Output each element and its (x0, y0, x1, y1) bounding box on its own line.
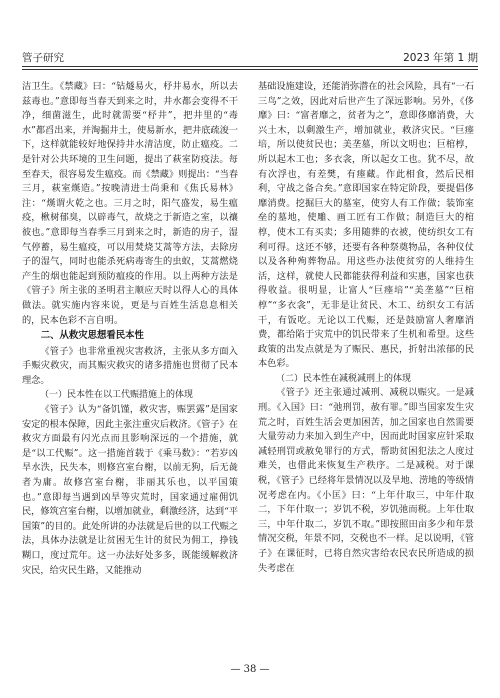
header-rule-thin (22, 69, 478, 70)
running-header (22, 50, 478, 66)
right-column (258, 80, 474, 660)
paragraph: 洁卫生。《禁藏》曰：“钻燧易火，杼井易水，所以去兹毒也。”意即每当春天到来之时，井水都会变得不干净，细菌滋生，此时就需要“杼井”，把井里的“毒水”都舀出来，并淘掘井土，使易新水，把井底疏浚一下，这样就能较好地保持井水清洁度，防止瘟疫。二是针对公共环境的卫生问题，提出了萩室防疫法。每至春天，很容易发生瘟疫。而《禁藏》则提出：“当春三月，萩室熯造。”按晚清进士尚秉和《焦氏易林》注：“熯谓火乾之也。三月之时，阳气盛发，易生瘟疫，楸树郁臭，以辟毒气，故烧之于新造之室，以禳彼也。”意即每当春季三月到来之时，新造的房子，湿气停蓄，易生瘟疫，可以用焚烧艾蒿等方法，去除房子的湿气，同时也能杀死病毒寄生的虫蚁，艾蒿燃烧产生的烟也能起到预防瘟疫的作用。以上两种方法是《管子》所主张的圣明君主顺应天时以得人心的具体做法。就实施内容来说，更是与百姓生活息息相关的，民本色彩不言自明。 (22, 81, 238, 326)
paragraph: 基础设施建设，还能消弥潜在的社会风险，具有“一石三鸟”之效，因此对后世产生了深远影响。另外，《侈靡》曰：“富者靡之，贫者为之”，意即侈靡消费，大兴土木，以剩激生产，增加就业，救济灾民。“巨瘗培，所以使贫民也；美垄墓，所以文明也；巨棺椁，所以起木工也；多衣衾，所以起女工也。犹不尽，故有次浮也，有差樊，有瘗藏。作此相食，然后民相利，守战之备合矣。”意即国家在特定阶段，要提倡侈靡消费。挖掘巨大的墓室，使穷人有工作做；装饰室垒的墓地，使雕、画工匠有工作做；制造巨大的棺椁，使木工有买卖；多用随葬的衣被，使纺织女工有利可得。这还不够，还要有各种祭奠物品，各种仪仗以及各种殉葬物品。用这些办法使贫穷的人维持生活，这样，就使人民都能获得利益和实惠，国家也获得收益。很明显，让富人“巨瘗培”“美垄墓”“巨棺椁”“多衣衾”，无非是让贫民、木工、纺织女工有活干，有饭吃。无论以工代赈，还是鼓励富人奢靡消费，都给陷于灾荒中的饥民带来了生机和希望。这些政策的出发点就是为了赈民、惠民，折射出浓郁的民本色彩。 (258, 81, 474, 370)
section-heading: 二、从救灾思想看民本性 (40, 330, 144, 342)
paragraph: 《管子》还主张通过减刑、减税以赈灾。一是减刑。《入国》曰：“弛刑罚，赦有罪。”即当国家发生灾荒之时，百姓生活会更加困苦，加之国家也自然需要大量劳动力来加入到生产中，因而此时国家应针采取减轻刑罚或赦免罪行的方式，帮助贫困犯法之人度过难关，也借此来恢复生产秩序。二是减税。对于课税，《管子》已经将年景情况以及旱地、涝地的等级情况考虑在内。《小匡》曰：“上年什取三，中年什取二，下年什取一；岁饥不税，岁饥弛而税。上年仕取三，中年什取二，岁饥不取。”即按照田亩多少和年景情况交税，年景不同，交税也不一样。足以说明，《管子》在课征时，已将自然灾害给农民农民所造成的损失考虑在 (258, 387, 474, 574)
paragraph: 《管子》认为“备饥馑，救灾害，赈罢露”是国家安定的根本保障，因此主张注重灾后救济。《管子》在救灾方面最有闪光点而且影响深远的一个措施，就是“以工代赈”。这一措施首载于《乘马数》：“若岁凶旱水泆，民失本，则修宫室台榭，以前无狗，后无彘者为庸。故修宫室台榭，非丽其乐也，以平国策也。”意即每当遇到凶旱等灾荒时，国家通过雇佣饥民，修筑宫室台榭，以增加就业，剩激经济，达到“平国策”的目的。此处所讲的办法就是后世的以工代赈之法，具体办法就是让贫困无生计的贫民为佣工，挣钱糊口，度过荒年。这一办法好处多多，既能缓解救济灾民，给灾民生路，又能推动 (22, 404, 238, 576)
paragraph: 《管子》也非常重视灾害救济，主张从多方面入手赈灾救灾，而其赈灾救灾的诸多措施也贯彻了民本理念。 (22, 345, 238, 386)
subsection-heading: （二）民本性在减税减刑上的体现 (276, 373, 412, 384)
journal-name: 管子研究 (22, 52, 64, 64)
header-rule-thick (22, 66, 478, 67)
page-number: — 38 — (230, 664, 270, 675)
left-column (22, 80, 238, 660)
subsection-heading: （一）民本性在以工代赈措施上的体现 (40, 390, 194, 401)
issue-label: 2023 年第 1 期 (403, 52, 478, 64)
